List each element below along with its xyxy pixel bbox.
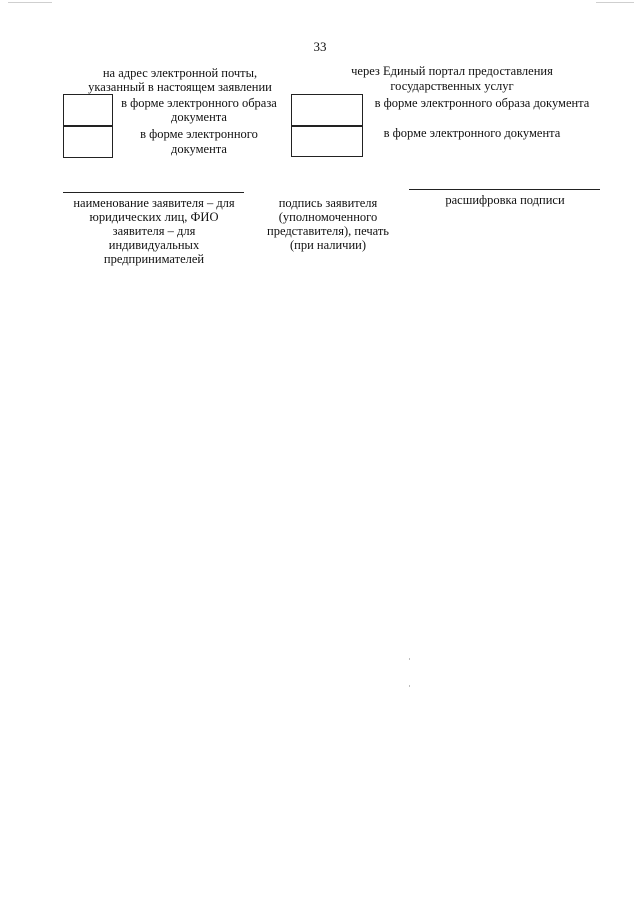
page-number: 33 bbox=[313, 39, 327, 54]
left-option-2-label-line-2: документа bbox=[171, 142, 227, 156]
right-option-2-checkbox[interactable] bbox=[291, 126, 363, 157]
signature-caption-line-1: подпись заявителя bbox=[278, 196, 378, 210]
applicant-name-caption-line-2: юридических лиц, ФИО bbox=[89, 210, 219, 224]
applicant-name-caption-line-3: заявителя – для bbox=[112, 224, 196, 238]
transcript-caption: расшифровка подписи bbox=[445, 193, 565, 207]
right-option-2-label: в форме электронного документа bbox=[383, 126, 561, 140]
left-option-1-label-line-1: в форме электронного образа bbox=[121, 96, 277, 110]
scan-edge-line-left bbox=[8, 2, 52, 3]
signature-caption-line-2: (уполномоченного bbox=[278, 210, 378, 224]
right-heading-line-2: государственных услуг bbox=[390, 79, 514, 93]
left-heading-line-2: указанный в настоящем заявлении bbox=[88, 80, 272, 94]
right-option-1-checkbox[interactable] bbox=[291, 94, 363, 126]
scan-edge-line-right bbox=[596, 2, 634, 3]
applicant-name-line bbox=[63, 192, 244, 193]
applicant-name-caption-line-1: наименование заявителя – для bbox=[73, 196, 235, 210]
scan-speck bbox=[409, 685, 410, 687]
applicant-name-caption-line-5: предпринимателей bbox=[103, 252, 205, 266]
scan-speck bbox=[409, 658, 410, 660]
left-option-1-checkbox[interactable] bbox=[63, 94, 113, 126]
right-option-1-label: в форме электронного образа документа bbox=[374, 96, 590, 110]
signature-caption-line-3: представителя), печать bbox=[267, 224, 389, 238]
applicant-name-caption-line-4: индивидуальных bbox=[108, 238, 200, 252]
signature-caption-line-4: (при наличии) bbox=[289, 238, 367, 252]
transcript-line bbox=[409, 189, 600, 190]
left-heading-line-1: на адрес электронной почты, bbox=[102, 66, 258, 80]
left-option-1-label-line-2: документа bbox=[171, 110, 227, 124]
left-option-2-label-line-1: в форме электронного bbox=[140, 127, 258, 141]
right-heading-line-1: через Единый портал предоставления bbox=[351, 64, 553, 78]
left-option-2-checkbox[interactable] bbox=[63, 126, 113, 158]
